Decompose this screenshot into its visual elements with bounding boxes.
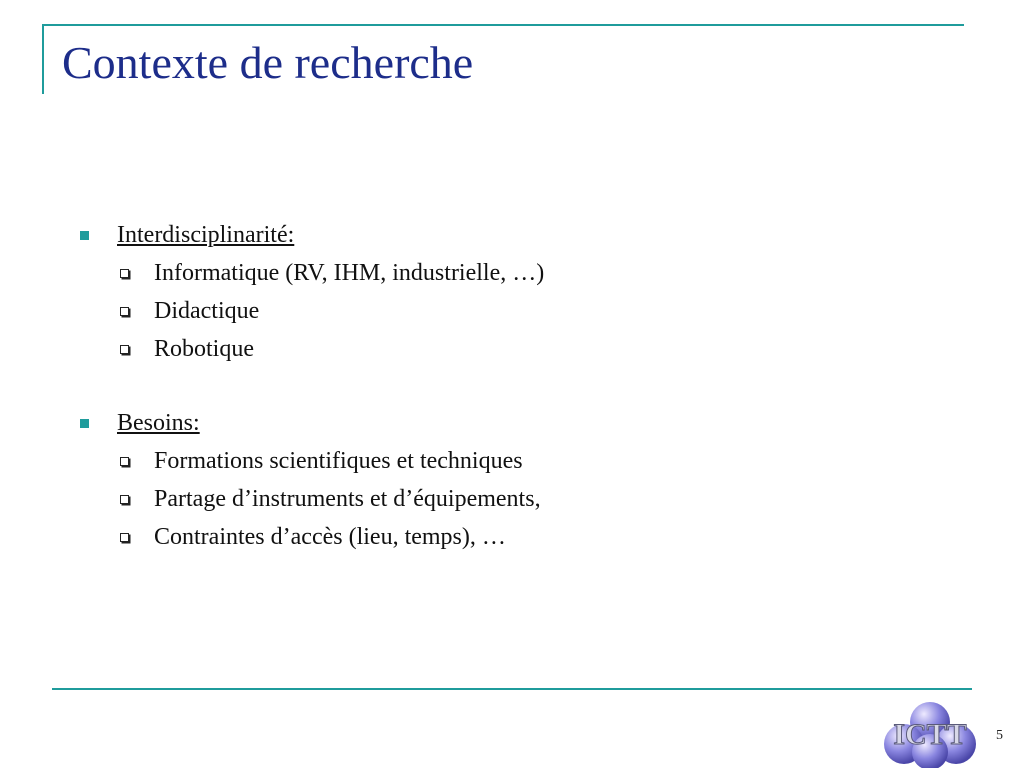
sub-bullet-text: Contraintes d’accès (lieu, temps), … — [154, 523, 506, 550]
hollow-square-bullet-icon — [120, 495, 129, 504]
sub-bullet-text: Formations scientifiques et techniques — [154, 447, 523, 474]
hollow-square-bullet-icon — [120, 457, 129, 466]
bottom-rule — [52, 688, 972, 690]
top-rule — [42, 24, 964, 26]
sub-bullet-text: Informatique (RV, IHM, industrielle, …) — [154, 259, 545, 286]
bullet-label: Besoins: — [117, 409, 200, 436]
hollow-square-bullet-icon — [120, 307, 129, 316]
hollow-square-bullet-icon — [120, 345, 129, 354]
square-bullet-icon — [80, 419, 89, 428]
slide-body — [80, 216, 940, 556]
square-bullet-icon — [80, 231, 89, 240]
bullet-interdisciplinarite — [80, 216, 940, 254]
sub-bullet — [80, 330, 940, 368]
bullet-besoins — [80, 404, 940, 442]
page-number: 5 — [996, 728, 1003, 743]
sub-bullet-text: Didactique — [154, 297, 260, 324]
hollow-square-bullet-icon — [120, 269, 129, 278]
sub-bullet-text: Partage d’instruments et d’équipements, — [154, 485, 541, 512]
sub-bullet — [80, 480, 940, 518]
sub-bullet — [80, 518, 940, 556]
slide-title: Contexte de recherche — [62, 37, 474, 88]
hollow-square-bullet-icon — [120, 533, 129, 542]
sub-bullet — [80, 442, 940, 480]
sub-bullet — [80, 292, 940, 330]
sub-bullet — [80, 254, 940, 292]
ictt-logo — [884, 700, 976, 768]
logo-text: ICTT — [893, 718, 967, 751]
bullet-label: Interdisciplinarité: — [117, 221, 295, 248]
left-rule — [42, 24, 44, 94]
sub-bullet-text: Robotique — [154, 335, 254, 362]
